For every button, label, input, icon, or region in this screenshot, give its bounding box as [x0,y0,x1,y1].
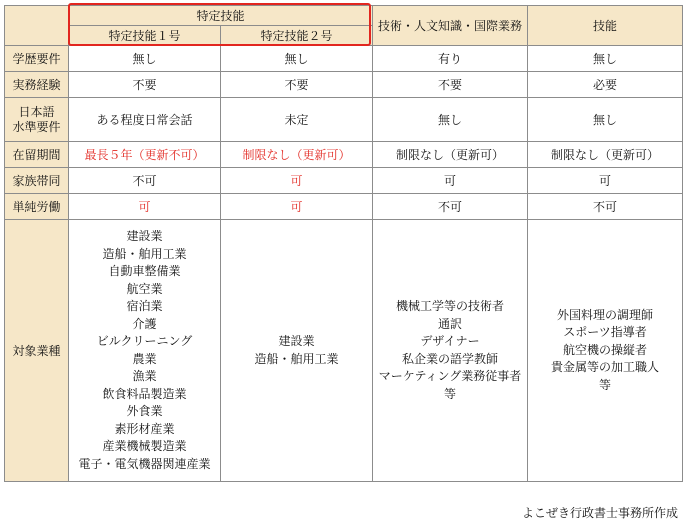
list-item: 農業 [132,351,157,366]
header-ginou: 技能 [528,6,683,46]
row-family [5,168,683,194]
cell: 不要 [69,72,221,98]
cell: 可 [221,168,373,194]
list-item: 自動車整備業 [108,264,181,278]
list-item: 漁業 [132,369,157,383]
cell: 無し [528,98,683,142]
cell: 不可 [373,194,528,220]
row-label: 実務経験 [5,72,69,98]
row-label: 単純労働 [5,194,69,220]
row-simple-labor [5,194,683,220]
cell: 不可 [528,194,683,220]
list-item: スポーツ指導者 [563,325,647,340]
industry-list-ginou [528,220,683,482]
visa-comparison-table [4,5,683,482]
list-item: デザイナー [420,334,480,348]
corner-cell [5,6,69,46]
cell: 制限なし（更新可） [221,142,373,168]
industry-list-tokutei-2 [221,220,373,482]
list-item: 電子・電気機器関連産業 [78,456,211,471]
list-item: 航空機の操縦者 [563,342,648,357]
row-label: 日本語 水準要件 [5,98,69,142]
cell: 可 [69,194,221,220]
list-item: 建設業 [126,229,163,243]
list-item: 素形材産業 [114,421,175,436]
cell: 可 [528,168,683,194]
list-item: 建設業 [278,334,315,348]
cell: 未定 [221,98,373,142]
cell: 必要 [528,72,683,98]
row-label: 家族帯同 [5,168,69,194]
row-industry [5,220,683,482]
cell: 可 [373,168,528,194]
cell: 無し [221,46,373,72]
header-tokutei-group: 特定技能 [69,6,373,26]
list-item: 等 [599,377,612,392]
list-item: ビルクリーニング [96,334,193,348]
header-gijutsu: 技術・人文知識・国際業務 [373,6,528,46]
row-experience [5,72,683,98]
list-item: 貴金属等の加工職人 [551,360,660,375]
cell: 制限なし（更新可） [373,142,528,168]
list-item: 介護 [132,316,157,331]
industry-list-tokutei-1 [69,220,221,482]
cell: 無し [528,46,683,72]
list-item: 産業機械製造業 [102,439,187,453]
list-item: 外国料理の調理師 [557,307,654,322]
header-tokutei-2: 特定技能２号 [221,26,373,46]
list-item: 機械工学等の技術者 [396,299,505,313]
list-item: マーケティング業務従事者等 [378,369,522,401]
row-stay-period [5,142,683,168]
row-label: 在留期間 [5,142,69,168]
cell: 有り [373,46,528,72]
cell: 可 [221,194,373,220]
row-label: 学歴要件 [5,46,69,72]
cell: 不要 [221,72,373,98]
row-japanese [5,98,683,142]
list-item: 宿泊業 [126,299,163,313]
list-item: 私企業の語学教師 [402,351,499,366]
cell: 制限なし（更新可） [528,142,683,168]
row-education [5,46,683,72]
credit-text: よこぜき行政書士事務所作成 [521,506,678,520]
list-item: 飲食料品製造業 [102,386,187,401]
list-item: 外食業 [126,404,163,418]
list-item: 造船・舶用工業 [254,351,339,366]
list-item: 造船・舶用工業 [102,246,187,261]
cell: 無し [373,98,528,142]
list-item: 通訳 [438,316,463,331]
cell: 最長５年（更新不可） [69,142,221,168]
cell: ある程度日常会話 [69,98,221,142]
cell: 無し [69,46,221,72]
header-tokutei-1: 特定技能１号 [69,26,221,46]
industry-list-gijutsu [373,220,528,482]
list-item: 航空業 [126,281,163,296]
cell: 不可 [69,168,221,194]
row-label: 対象業種 [5,220,69,482]
cell: 不要 [373,72,528,98]
